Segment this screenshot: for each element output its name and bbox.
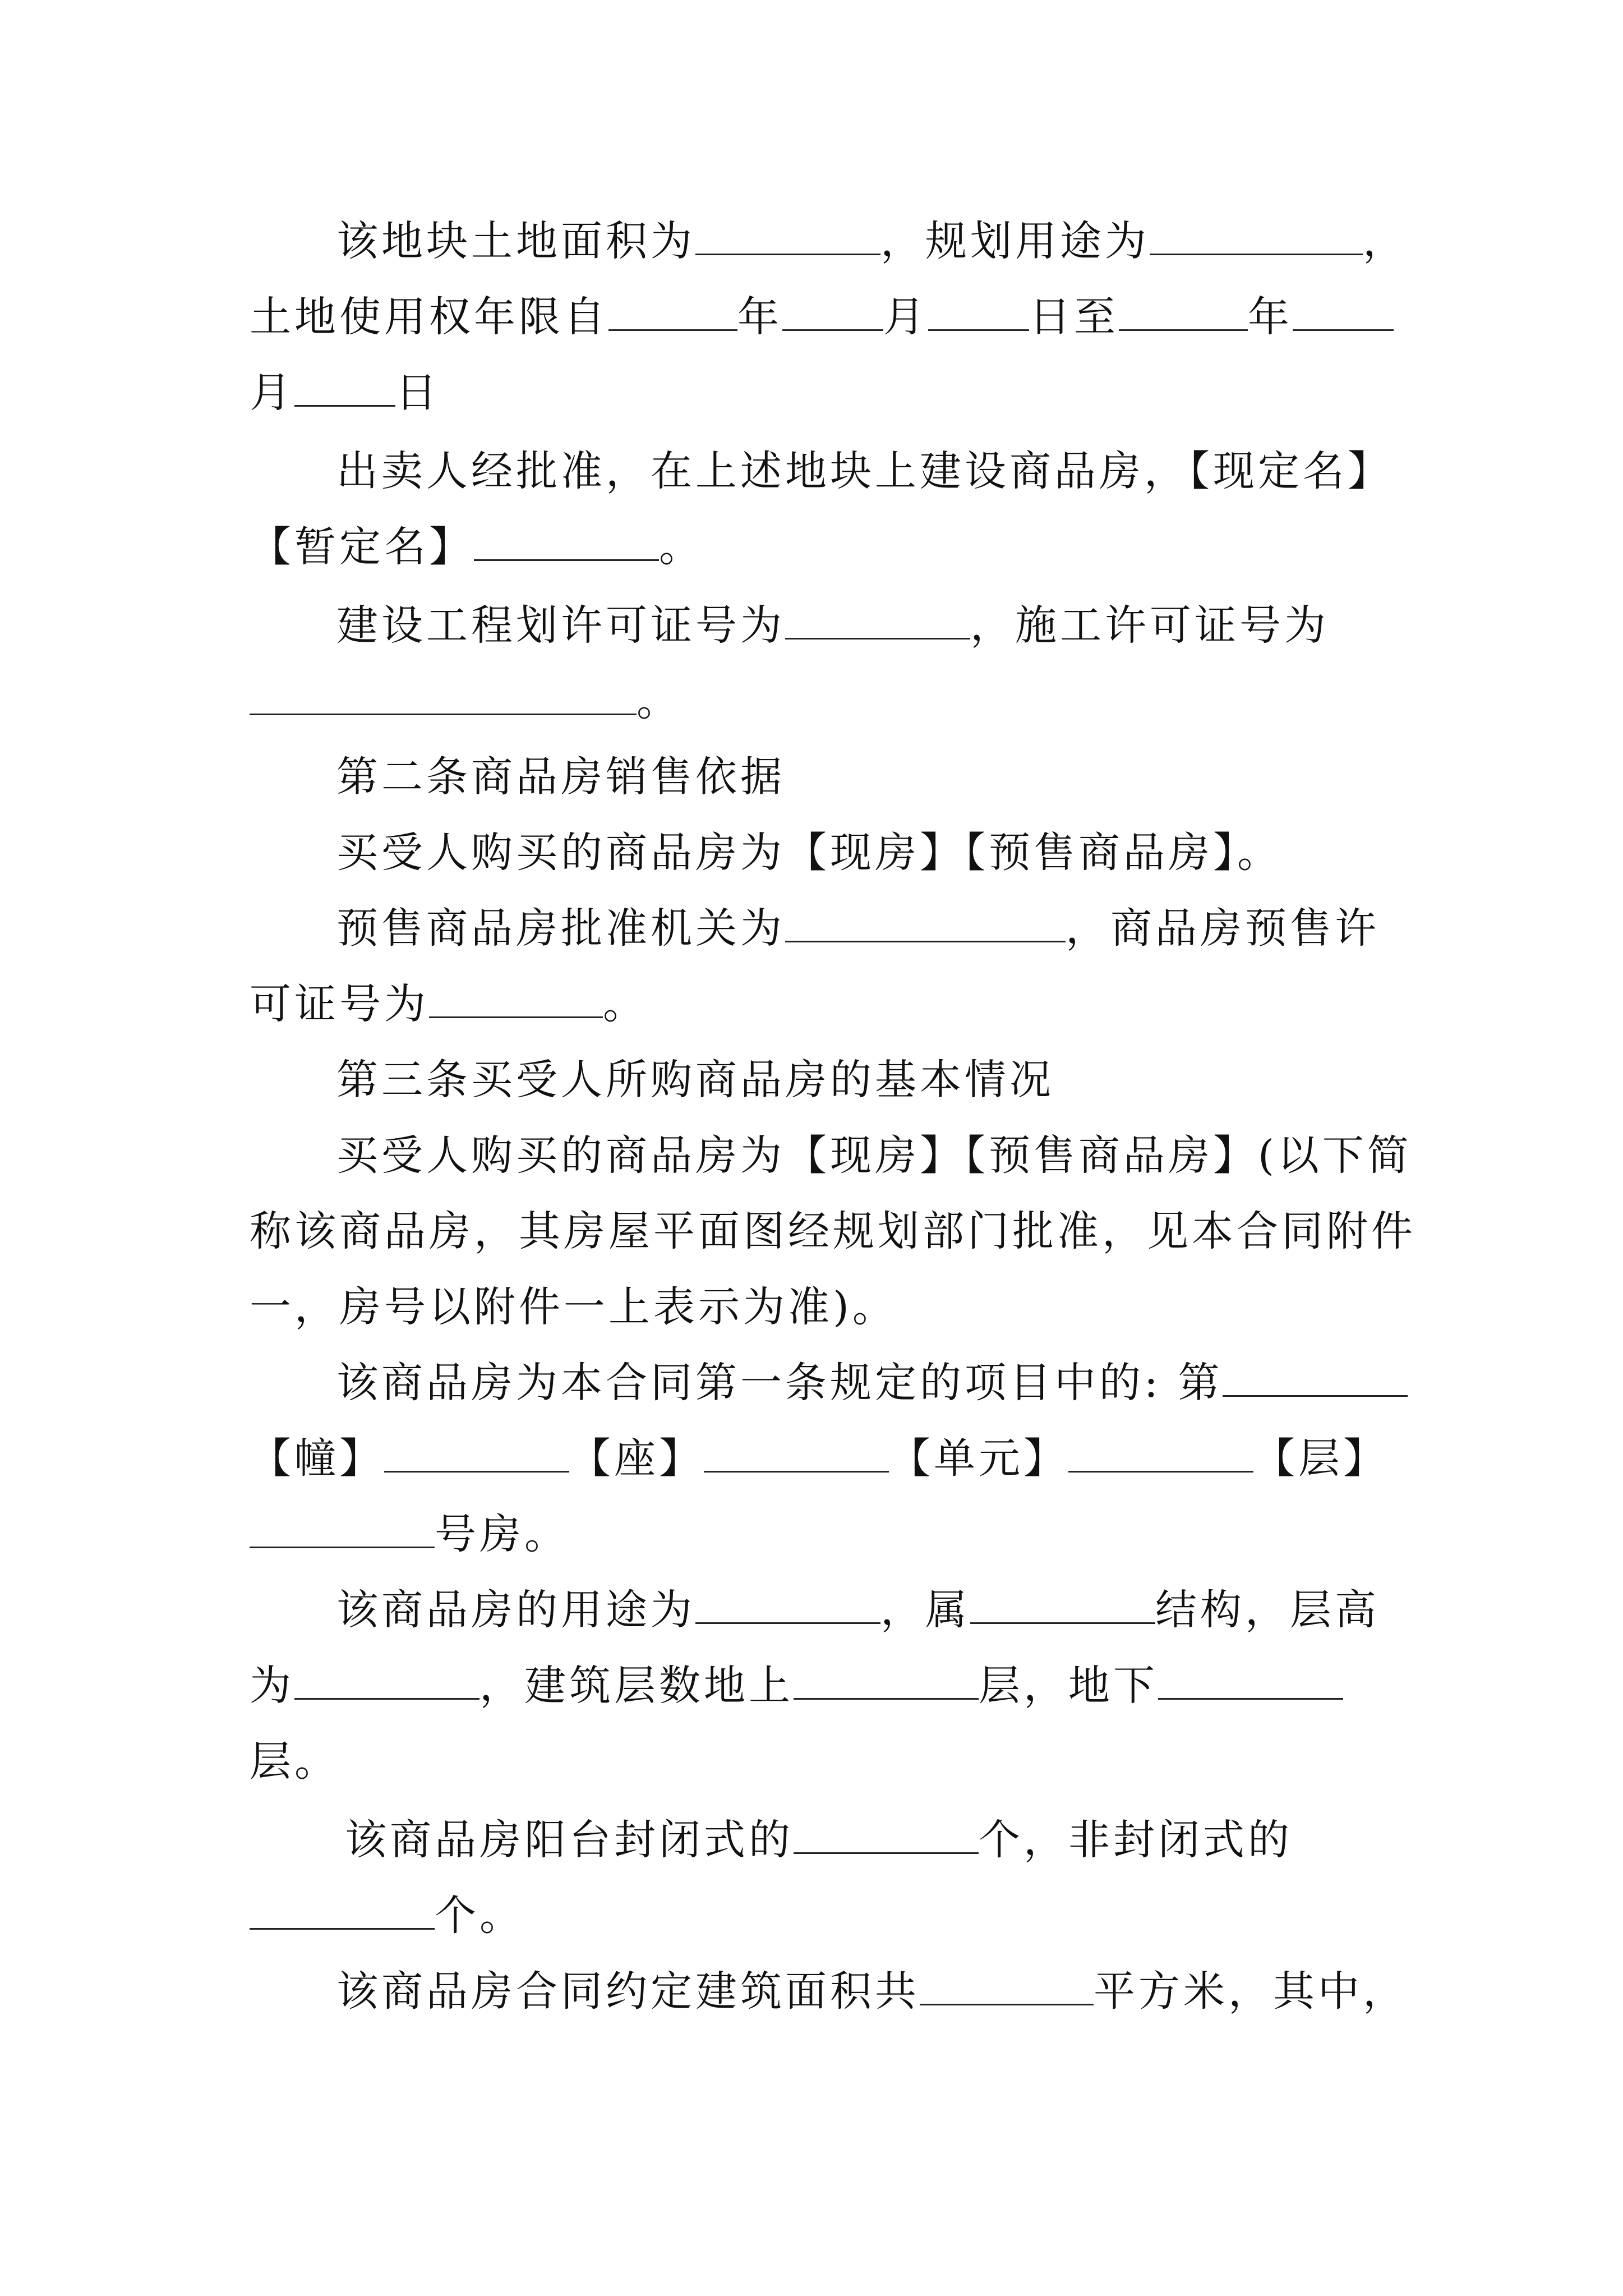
balcony-line <box>345 1812 1293 1868</box>
text: 【单元】 <box>889 1434 1068 1483</box>
open-balcony-blank <box>250 1893 435 1930</box>
text: 月 <box>883 293 928 341</box>
start-day-blank <box>928 295 1029 331</box>
text: 该商品房阳台封闭式的 <box>345 1816 794 1864</box>
text: 个。 <box>435 1892 524 1940</box>
block-blank <box>704 1436 889 1473</box>
land-term-end-line <box>250 365 440 421</box>
text: 。 <box>603 980 648 1028</box>
text: 号房。 <box>435 1510 569 1558</box>
floors-above-blank <box>794 1663 979 1700</box>
land-term-line <box>250 289 1394 345</box>
end-day-blank <box>294 370 395 407</box>
construction-permit-blank <box>250 679 637 715</box>
text: ，商品房预售许 <box>1066 904 1380 953</box>
text: 个，非封闭式的 <box>979 1816 1293 1864</box>
text: 该商品房为本合同第一条规定的项目中的: 第 <box>336 1359 1223 1407</box>
project-name-blank <box>474 524 659 561</box>
text: 预售商品房批准机关为 <box>336 904 785 953</box>
text: ，规划用途为 <box>880 217 1150 265</box>
area-blank <box>920 1969 1094 2005</box>
text: 层。 <box>250 1737 339 1786</box>
text: 买受人购买的商品房为【现房】【预售商品房】。 <box>336 829 1282 877</box>
text: 第二条商品房销售依据 <box>336 753 785 801</box>
area-line <box>336 1963 1408 2019</box>
house-type-line-3 <box>250 1279 897 1335</box>
room-number-line <box>250 1506 569 1562</box>
text: 日至 <box>1029 293 1119 341</box>
balcony-end-line <box>250 1888 524 1944</box>
text: 建设工程划许可证号为 <box>336 601 785 650</box>
text: 一，房号以附件一上表示为准)。 <box>250 1283 897 1331</box>
text: 可证号为 <box>250 980 429 1028</box>
text: 年 <box>737 293 782 341</box>
text: 出卖人经批准，在上述地块上建设商品房，【现定名】 <box>336 447 1393 495</box>
house-type-line-1 <box>336 1128 1412 1184</box>
usage-line <box>336 1582 1380 1638</box>
text: 称该商品房，其房屋平面图经规划部门批准，见本合同附件 <box>250 1207 1416 1255</box>
text: 。 <box>659 523 704 571</box>
end-month-blank <box>1293 295 1394 331</box>
text: 结构，层高 <box>1155 1586 1380 1634</box>
text: 【幢】 <box>250 1434 384 1483</box>
floor-height-blank <box>294 1663 479 1700</box>
text: 年 <box>1248 293 1293 341</box>
text: 【暂定名】 <box>250 523 474 571</box>
presale-permit-blank <box>429 982 603 1018</box>
unit-location-line <box>336 1355 1408 1411</box>
house-type-line-2 <box>250 1203 1416 1259</box>
text: 第三条买受人所购商品房的基本情况 <box>336 1056 1054 1104</box>
permit-line <box>336 597 1329 654</box>
text: 平方米，其中， <box>1094 1967 1408 2016</box>
text: ，属 <box>880 1586 970 1634</box>
closed-balcony-blank <box>794 1818 979 1854</box>
text: 层，地下 <box>979 1662 1158 1710</box>
text: 买受人购买的商品房为【现房】【预售商品房】(以下简 <box>336 1131 1412 1180</box>
text: 【层】 <box>1253 1434 1388 1483</box>
sale-basis-line <box>336 825 1282 881</box>
text: 该商品房的用途为 <box>336 1586 695 1634</box>
land-area-line <box>336 213 1408 269</box>
text: 日 <box>395 369 440 417</box>
presale-authority-line <box>336 900 1380 956</box>
start-month-blank <box>782 295 883 331</box>
approval-line <box>336 443 1393 499</box>
room-number-blank <box>250 1512 435 1548</box>
text: 该地块土地面积为 <box>336 217 695 265</box>
text: 土地使用权年限自 <box>250 293 608 341</box>
floors-line <box>250 1658 1343 1714</box>
project-number-blank <box>1223 1360 1408 1397</box>
presale-permit-line <box>250 976 648 1032</box>
text: ，建筑层数地上 <box>479 1662 794 1710</box>
text: 【座】 <box>569 1434 704 1483</box>
unit-detail-line <box>250 1430 1388 1487</box>
construction-permit-line <box>250 673 681 729</box>
text: ，施工许可证号为 <box>970 601 1329 650</box>
article-2-heading <box>336 749 785 805</box>
start-year-blank <box>608 295 737 331</box>
usage-blank <box>695 1588 880 1624</box>
floors-end-line <box>250 1733 339 1789</box>
text: 为 <box>250 1662 294 1710</box>
unit-blank <box>1068 1436 1253 1473</box>
text: 月 <box>250 369 294 417</box>
temp-name-line <box>250 519 704 575</box>
land-area-blank <box>695 219 880 255</box>
building-blank <box>384 1436 569 1473</box>
text: ， <box>1363 217 1408 265</box>
text: 该商品房合同约定建筑面积共 <box>336 1967 920 2016</box>
structure-blank <box>970 1588 1155 1624</box>
planning-permit-blank <box>785 603 970 639</box>
approval-authority-blank <box>785 906 1066 942</box>
planned-use-blank <box>1150 219 1363 255</box>
article-3-heading <box>336 1052 1054 1108</box>
floors-below-blank <box>1158 1663 1343 1700</box>
text: 。 <box>637 677 681 725</box>
end-year-blank <box>1119 295 1248 331</box>
